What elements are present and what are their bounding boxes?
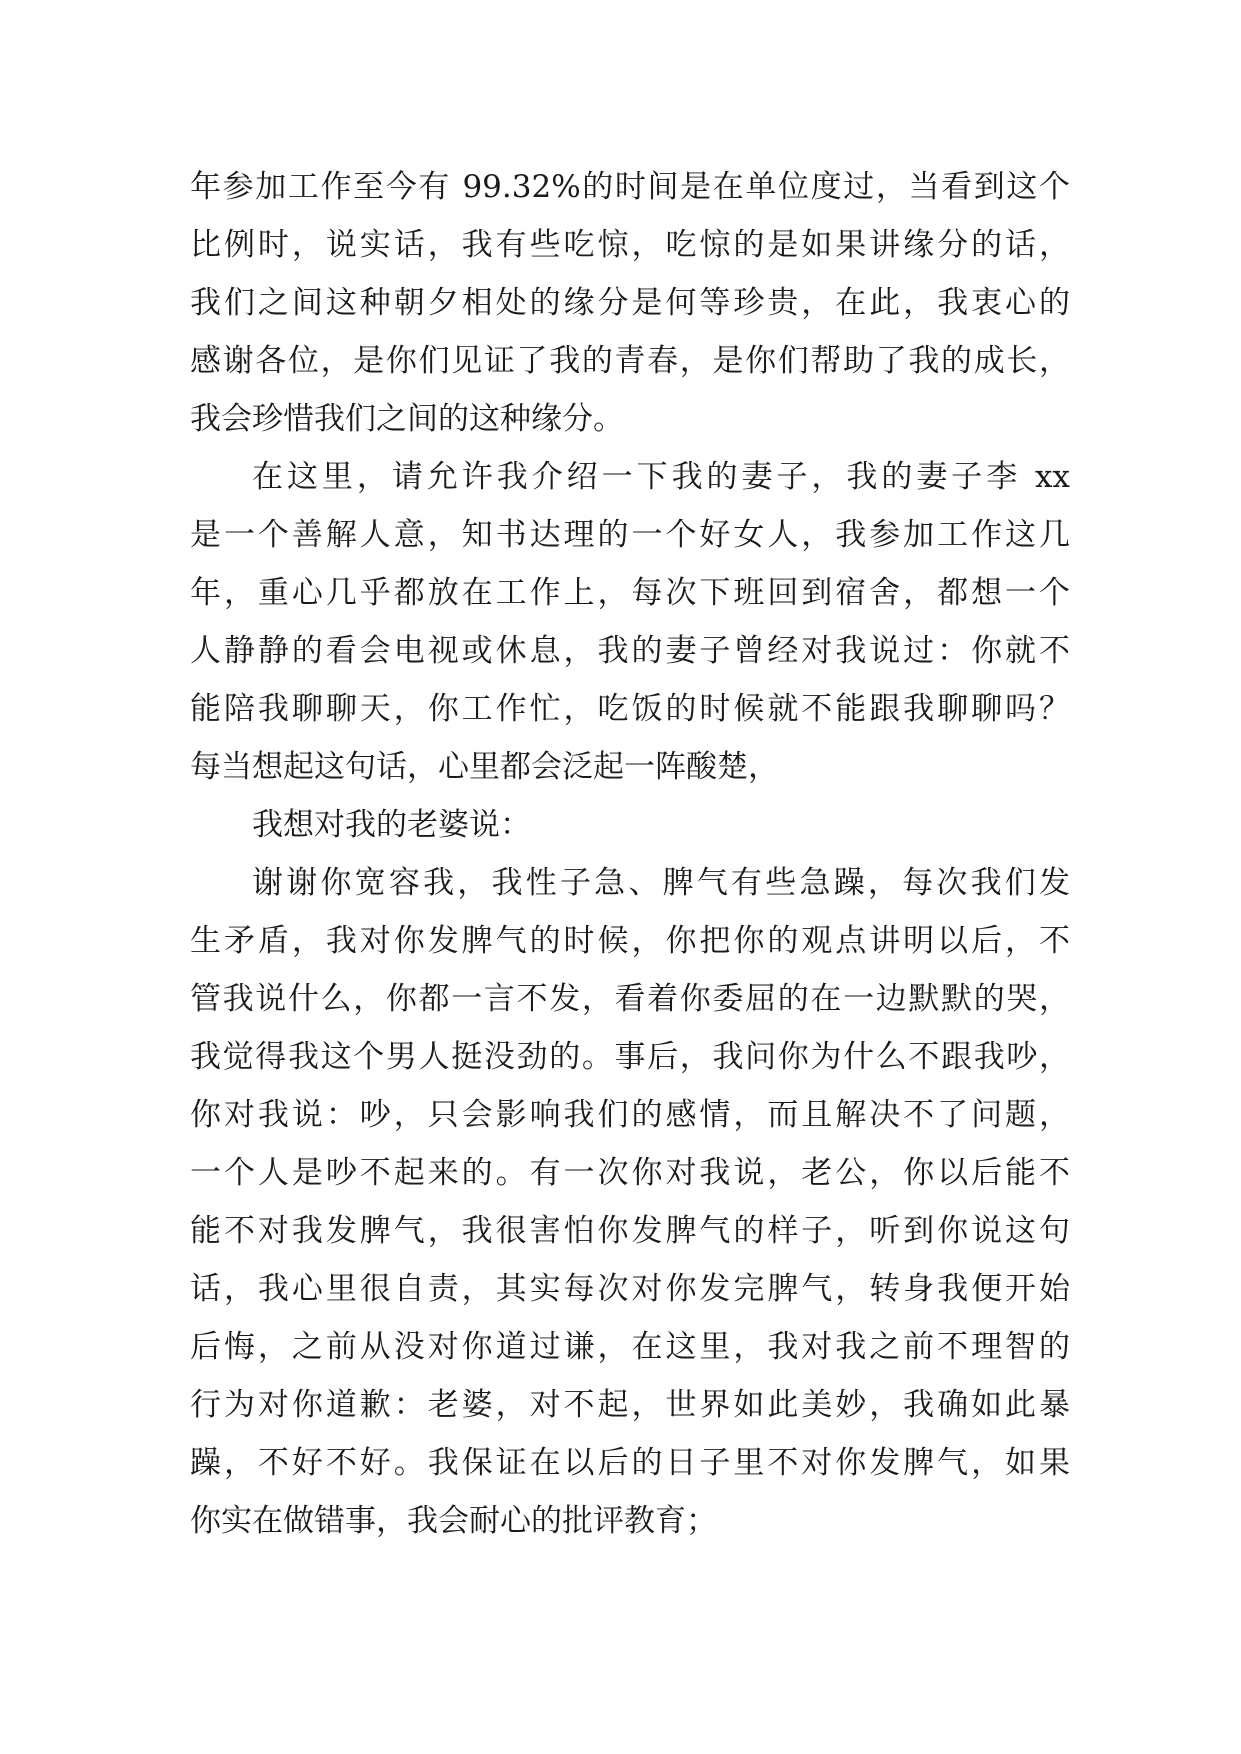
text-line: 每当想起这句话，心里都会泛起一阵酸楚， bbox=[190, 749, 779, 785]
text-line: 能陪我聊聊天，你工作忙，吃饭的时候就不能跟我聊聊吗？ bbox=[190, 691, 1070, 727]
text-line: 我觉得我这个男人挺没劲的。事后，我问你为什么不跟我吵， bbox=[190, 1039, 1070, 1075]
paragraph-apology bbox=[190, 854, 1070, 1550]
text-line: 我想对我的老婆说： bbox=[252, 807, 531, 843]
text-line: 行为对你道歉：老婆，对不起，世界如此美妙，我确如此暴 bbox=[190, 1387, 1070, 1423]
text-line: 一个人是吵不起来的。有一次你对我说，老公，你以后能不 bbox=[190, 1155, 1070, 1191]
paragraph-wife-intro bbox=[190, 448, 1070, 796]
paragraph-gratitude bbox=[190, 158, 1070, 448]
text-line: 躁，不好不好。我保证在以后的日子里不对你发脾气，如果 bbox=[190, 1445, 1070, 1481]
paragraph-address bbox=[190, 796, 1070, 854]
document-body bbox=[190, 158, 1070, 1550]
text-line: 年参加工作至今有 99.32%的时间是在单位度过，当看到这个 bbox=[190, 169, 1070, 205]
text-line: 感谢各位，是你们见证了我的青春，是你们帮助了我的成长， bbox=[190, 343, 1070, 379]
text-line: 在这里，请允许我介绍一下我的妻子，我的妻子李 xx bbox=[252, 459, 1070, 495]
text-line: 能不对我发脾气，我很害怕你发脾气的样子，听到你说这句 bbox=[190, 1213, 1070, 1249]
text-line: 话，我心里很自责，其实每次对你发完脾气，转身我便开始 bbox=[190, 1271, 1070, 1307]
text-line: 生矛盾，我对你发脾气的时候，你把你的观点讲明以后，不 bbox=[190, 923, 1070, 959]
text-line: 是一个善解人意，知书达理的一个好女人，我参加工作这几 bbox=[190, 517, 1070, 553]
text-line: 后悔，之前从没对你道过谦，在这里，我对我之前不理智的 bbox=[190, 1329, 1070, 1365]
text-line: 你实在做错事，我会耐心的批评教育； bbox=[190, 1503, 717, 1539]
text-line: 我会珍惜我们之间的这种缘分。 bbox=[190, 401, 624, 437]
text-line: 谢谢你宽容我，我性子急、脾气有些急躁，每次我们发 bbox=[252, 865, 1070, 901]
text-line: 管我说什么，你都一言不发，看着你委屈的在一边默默的哭， bbox=[190, 981, 1070, 1017]
text-line: 我们之间这种朝夕相处的缘分是何等珍贵，在此，我衷心的 bbox=[190, 285, 1070, 321]
text-line: 人静静的看会电视或休息，我的妻子曾经对我说过：你就不 bbox=[190, 633, 1070, 669]
text-line: 比例时，说实话，我有些吃惊，吃惊的是如果讲缘分的话， bbox=[190, 227, 1070, 263]
text-line: 你对我说：吵，只会影响我们的感情，而且解决不了问题， bbox=[190, 1097, 1070, 1133]
text-line: 年，重心几乎都放在工作上，每次下班回到宿舍，都想一个 bbox=[190, 575, 1070, 611]
